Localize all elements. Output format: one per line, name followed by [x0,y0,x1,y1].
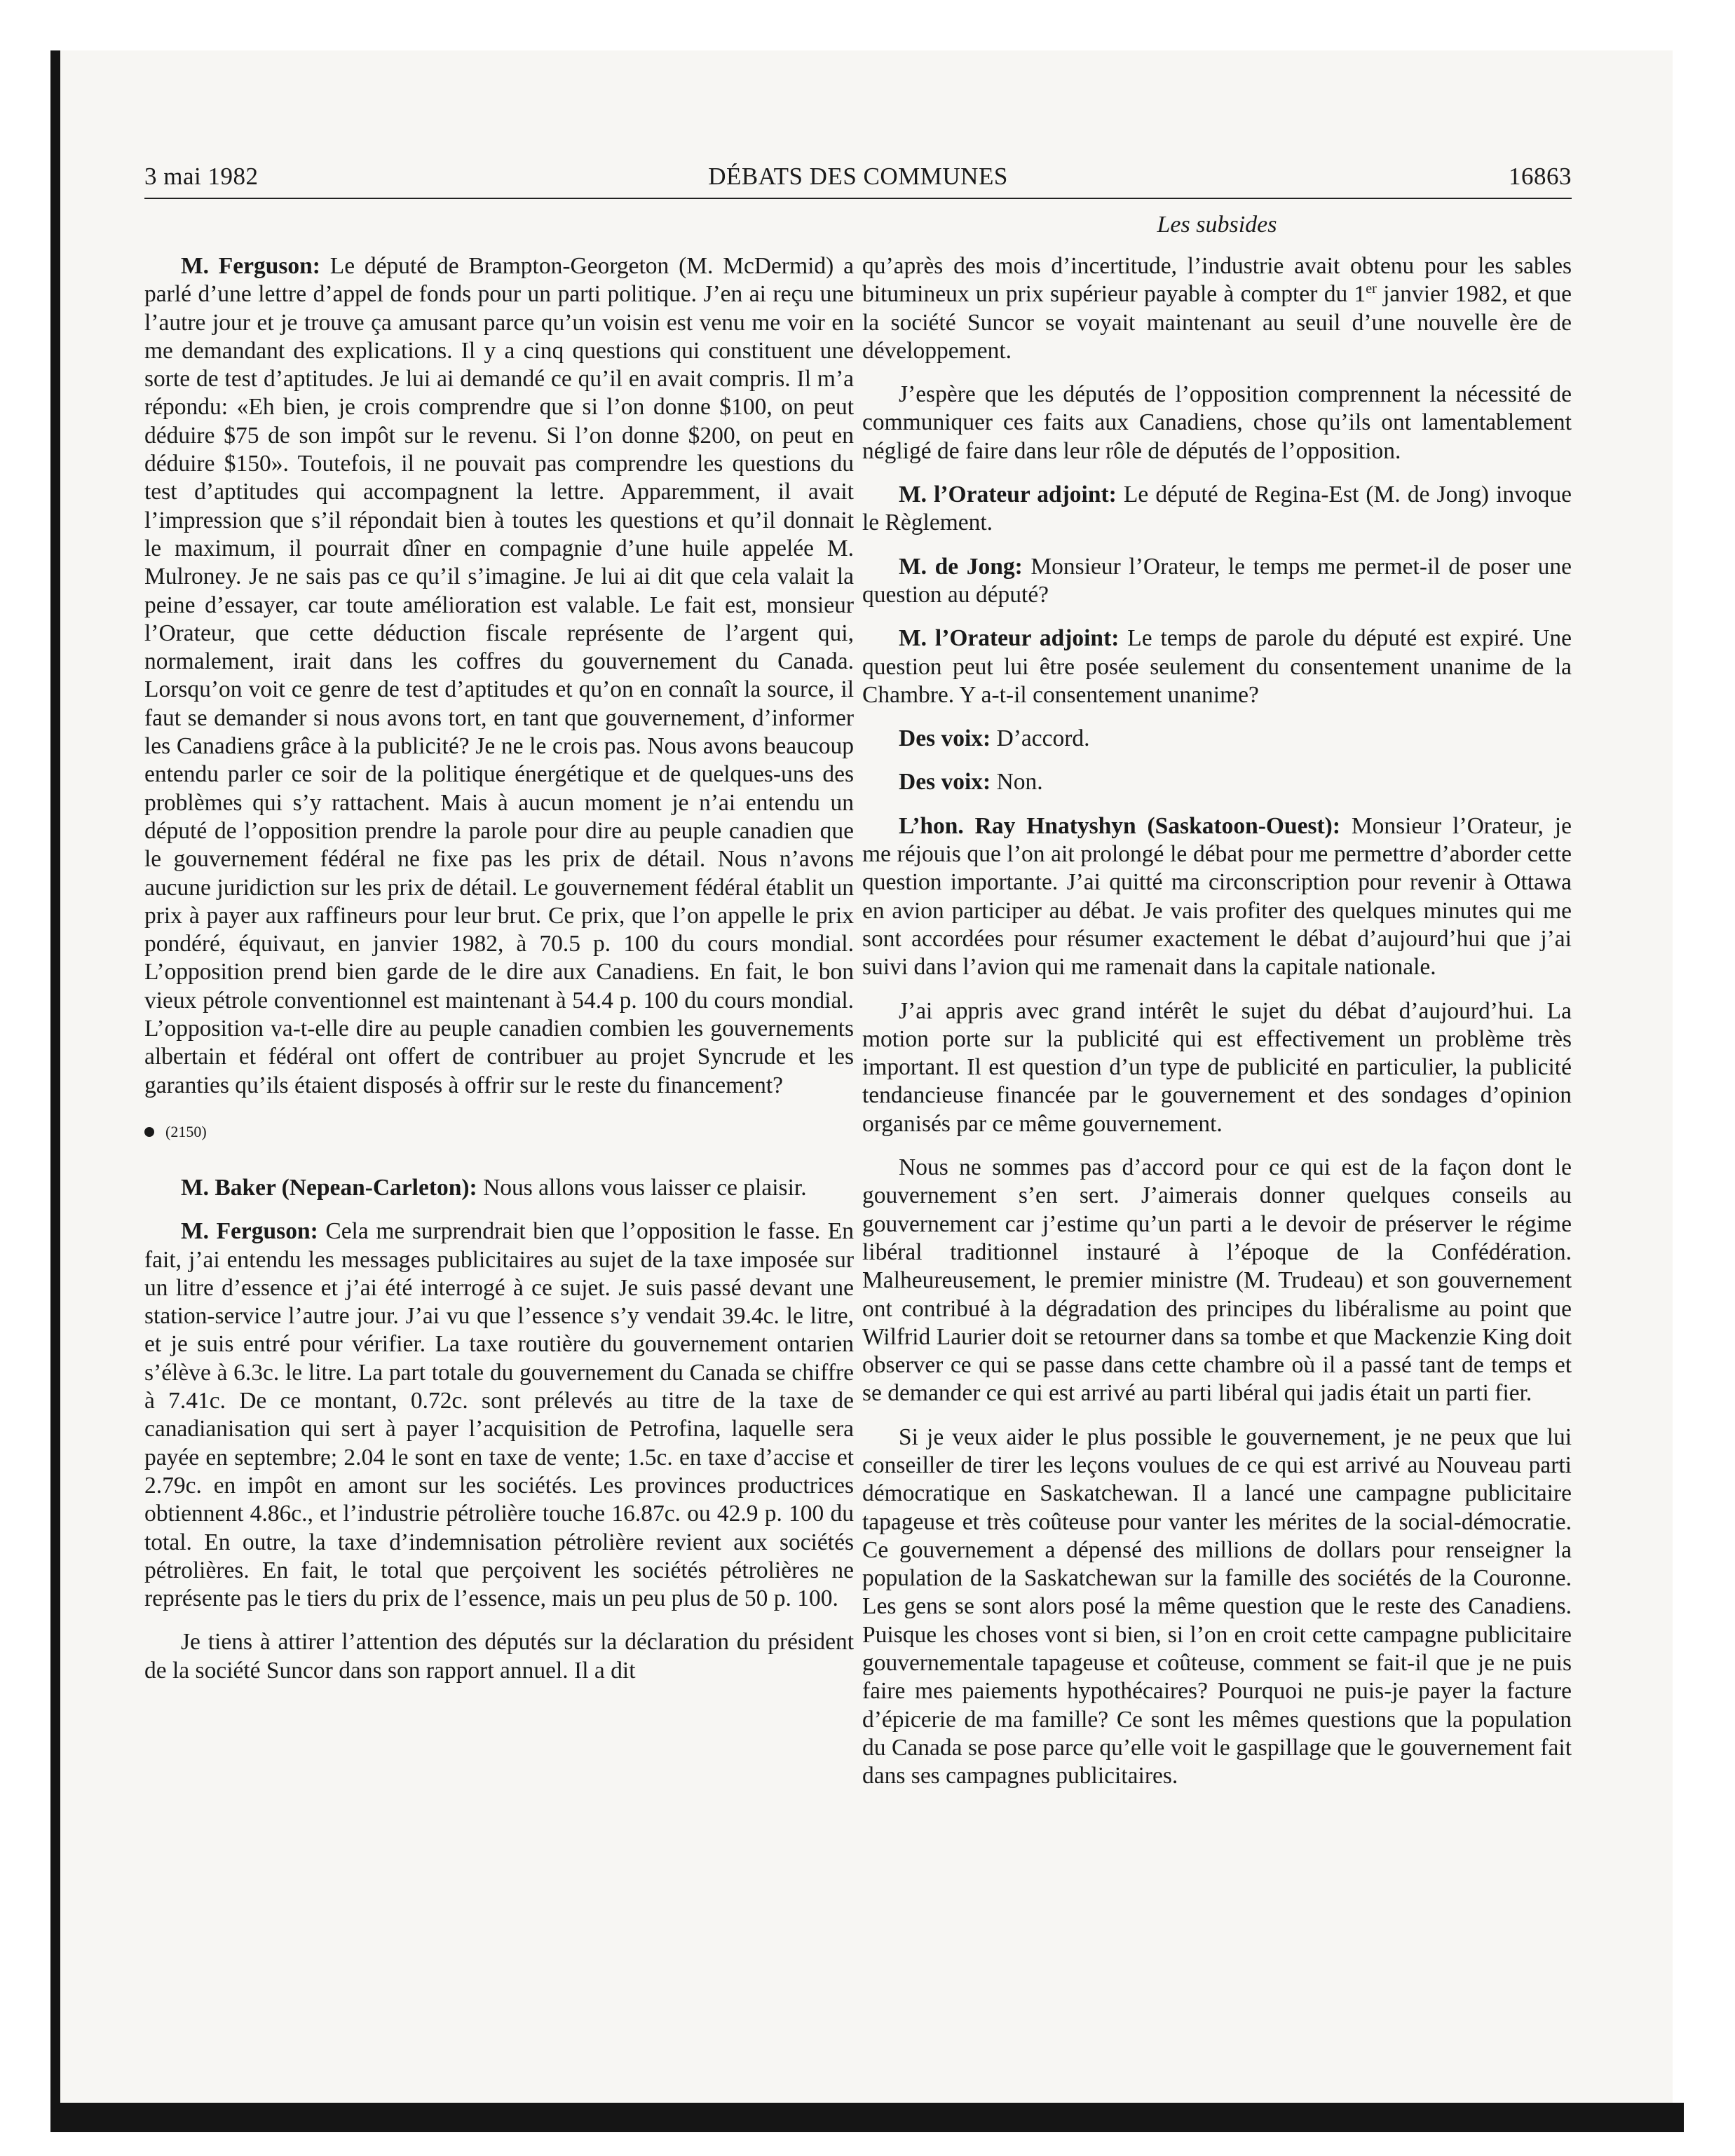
speaker-name: M. Ferguson: [181,1218,318,1245]
paragraph [862,725,1572,753]
speech-text: Cela me surprendrait bien que l’opposition le fasse. En fait, j’ai entendu les messages publicitaires au sujet de la taxe imposée sur un litre d’essence et j’ai été interrogé à ce sujet. Je suis passé devant une station-service l’autre jour. J’ai vu que l’essence s’y vendait 39.4c. le litre, et je suis entré pour vérifier. La taxe routière du gouvernement ontarien s’élève à 6.3c. le litre. La part totale du gouvernement du Canada se chiffre à 7.41c. De ce montant, 0.72c. sont prélevés au titre de la taxe de canadianisation qui sert à payer l’acquisition de Petrofina, laquelle sera payée en septembre; 2.04 le sont en taxe de vente; 1.5c. en taxe d’accise et 2.79c. en impôt en amont sur les sociétés. Les provinces productrices obtiennent 4.86c., et l’industrie pétrolière touche 16.87c. ou 42.9 p. 100 du total. En outre, la taxe d’indemnisation pétrolière revient aux sociétés pétrolières. En fait, le total que perçoivent les sociétés pétrolières ne représente pas le tiers du prix de l’essence, mais un peu plus de 50 p. 100. [144,1218,854,1612]
speech-text: J’ai appris avec grand intérêt le sujet du débat d’aujourd’hui. La motion porte sur la publicité qui est effectivement un problème très important. Il est question d’un type de publicité en particulier, la publicité tendancieuse financée par le gouvernement et des sondages d’opinion organisés par ce même gouvernement. [862,997,1572,1137]
section-title: Les subsides [1157,212,1277,238]
speech-text: Nous allons vous laisser ce plaisir. [477,1175,807,1201]
speech-text: Monsieur l’Orateur, je me réjouis que l’on ait prolongé le débat pour me permettre d’aborder cette question importante. J’ai quitté ma circonscription pour revenir à Ottawa en avion participer au débat. Je vais profiter des quelques minutes qui me sont accordées pour résumer exactement le débat d’aujourd’hui que j’ai suivi dans l’avion qui me ramenait dans la capitale nationale. [862,812,1572,981]
paragraph [862,1424,1572,1791]
speaker-name: Des voix: [899,769,991,796]
speaker-name: M. l’Orateur adjoint: [899,482,1117,508]
speaker-name: L’hon. Ray Hnatyshyn (Saskatoon-Ouest): [899,812,1340,839]
paragraph [862,768,1572,796]
right-column [862,252,1572,1806]
paragraph [862,1154,1572,1408]
left-column [144,252,854,1700]
speech-text: Nous ne sommes pas d’accord pour ce qui est de la façon dont le gouvernement s’en sert. J’aimerais donner quelques conseils au gouvernement car j’estime qu’un parti a le devoir de préserver le régime libéral traditionnel instauré à l’époque de la Confédération. Malheureusement, le premier ministre (M. Trudeau) et son gouvernement ont contribué à la dégradation des principes du libéralisme au point que Wilfrid Laurier doit se retourner dans sa tombe et que Mackenzie King doit observer ce qui se passe dans cette chambre où il a passé tant de temps et se demander ce qui est arrivé au parti libéral qui jadis était un parti fier. [862,1154,1572,1407]
paragraph-continued [862,252,1572,365]
paragraph [144,1628,854,1685]
paragraph [862,997,1572,1138]
speech-text: Le temps de parole du député est expiré. Une question peut lui être posée seulement du consentement unanime de la Chambre. Y a-t-il consentement unanime? [862,625,1572,708]
speaker-name: M. Baker (Nepean-Carleton): [181,1175,477,1201]
scan-border-bottom [50,2103,1684,2132]
paragraph [862,553,1572,610]
speaker-name: Des voix: [899,725,991,752]
paragraph [862,481,1572,538]
speech-text: Monsieur l’Orateur, le temps me permet-il de poser une question au député? [862,553,1572,608]
paragraph [862,381,1572,465]
paragraph [862,625,1572,709]
bullet-icon [144,1127,154,1137]
speech-text: D’accord. [991,725,1090,752]
speaker-name: M. l’Orateur adjoint: [899,625,1120,652]
speech-text: janvier 1982, et que la société Suncor se voyait maintenant au seuil d’une nouvelle ère de développement. [862,281,1572,364]
time-marker-text: (2150) [165,1122,207,1140]
speech-text: J’espère que les députés de l’opposition comprennent la nécessité de communiquer ces faits aux Canadiens, chose qu’ils ont lamentablement négligé de faire dans leur rôle de députés de l’opposition. [862,381,1572,464]
header-rule [144,198,1572,199]
header-page-number: 16863 [1509,163,1572,190]
ordinal-superscript: er [1366,281,1377,297]
paragraph [144,1217,854,1613]
speaker-name: M. Ferguson: [181,253,320,279]
speech-text: Le député de Brampton-Georgeton (M. McDermid) a parlé d’une lettre d’appel de fonds pour un parti politique. J’en ai reçu une l’autre jour et je trouve ça amusant parce qu’un voisin est venu me voir en me demandant des explications. Il y a cinq questions qui constituent une sorte de test d’aptitudes. Je lui ai demandé ce qu’il en avait compris. Il m’a répondu: «Eh bien, je crois comprendre que si l’on donne $100, on peut déduire $75 de son impôt sur le revenu. Si l’on donne $200, on peut en déduire $150». Toutefois, il ne pouvait pas comprendre les questions du test d’aptitudes qui accompagnent la lettre. Apparemment, il avait l’impression que s’il répondait bien à toutes les questions et qu’il donnait le maximum, il pourrait dîner en compagnie d’une huile appelée M. Mulroney. Je ne sais pas ce qu’il s’imagine. Je lui ai dit que cela valait la peine d’essayer, car toute amélioration est valable. Le fait est, monsieur l’Orateur, que cette déduction fiscale représente de l’argent qui, normalement, irait dans les coffres du gouvernement du Canada. Lorsqu’on voit ce genre de test d’aptitudes et qu’on en connaît la source, il faut se demander si nous avons tort, en tant que gouvernement, d’informer les Canadiens grâce à la publicité? Je ne le crois pas. Nous avons beaucoup entendu parler ce soir de la politique énergétique et de quelques-uns des problèmes qui s’y rattachent. Mais à aucun moment je n’ai entendu un député de l’opposition prendre la parole pour dire au peuple canadien que le gouvernement fédéral ne fixe pas les prix de détail. Nous n’avons aucune juridiction sur les prix de détail. Le gouvernement fédéral établit un prix à payer aux raffineurs pour leur brut. Ce prix, que l’on appelle le prix pondéré, équivaut, en janvier 1982, à 70.5 p. 100 du cours mondial. L’opposition prend bien garde de le dire aux Canadiens. En fait, le bon vieux pétrole conventionnel est maintenant à 54.4 p. 100 du cours mondial. L’opposition va-t-elle dire au peuple canadien combien les gouvernements albertain et fédéral ont offert de contribuer au projet Syncrude et les garanties qu’ils étaient disposés à offrir sur le reste du financement? [144,253,854,1098]
paragraph [862,812,1572,982]
paragraph [144,1174,854,1202]
time-marker [144,1117,854,1146]
speech-text: Si je veux aider le plus possible le gouvernement, je ne peux que lui conseiller de tirer les leçons voulues de ce qui est arrivé au Nouveau parti démocratique en Saskatchewan. Il a lancé une campagne publicitaire tapageuse et très coûteuse pour vanter les mérites de la social-démocratie. Ce gouvernement a dépensé des millions de dollars pour renseigner la population de la Saskatchewan sur la famille des sociétés de la Couronne. Les gens se sont alors posé la même question que le reste des Canadiens. Puisque les choses vont si bien, si l’on en croit cette campagne publicitaire gouvernementale tapageuse et coûteuse, comment se fait-il que je ne puis faire mes paiements hypothécaires? Pourquoi ne puis-je payer la facture d’épicerie de ma famille? Ce sont les mêmes questions que la population du Canada se pose parce qu’elle voit le gaspillage que le gouvernement fait dans ses campagnes publicitaires. [862,1424,1572,1789]
speech-text: Le député de Regina-Est (M. de Jong) invoque le Règlement. [862,482,1572,536]
scan-border-left [50,50,60,2132]
speech-text: Je tiens à attirer l’attention des députés sur la déclaration du président de la société Suncor dans son rapport annuel. Il a dit [144,1629,854,1684]
running-header [144,163,1572,199]
paragraph [144,252,854,1100]
header-date: 3 mai 1982 [144,163,259,190]
speech-text: Non. [991,769,1043,796]
header-title: DÉBATS DES COMMUNES [708,163,1008,190]
speech-text: qu’après des mois d’incertitude, l’industrie avait obtenu pour les sables bitumineux un prix supérieur payable à compter du 1 [862,253,1572,308]
speaker-name: M. de Jong: [899,553,1023,580]
